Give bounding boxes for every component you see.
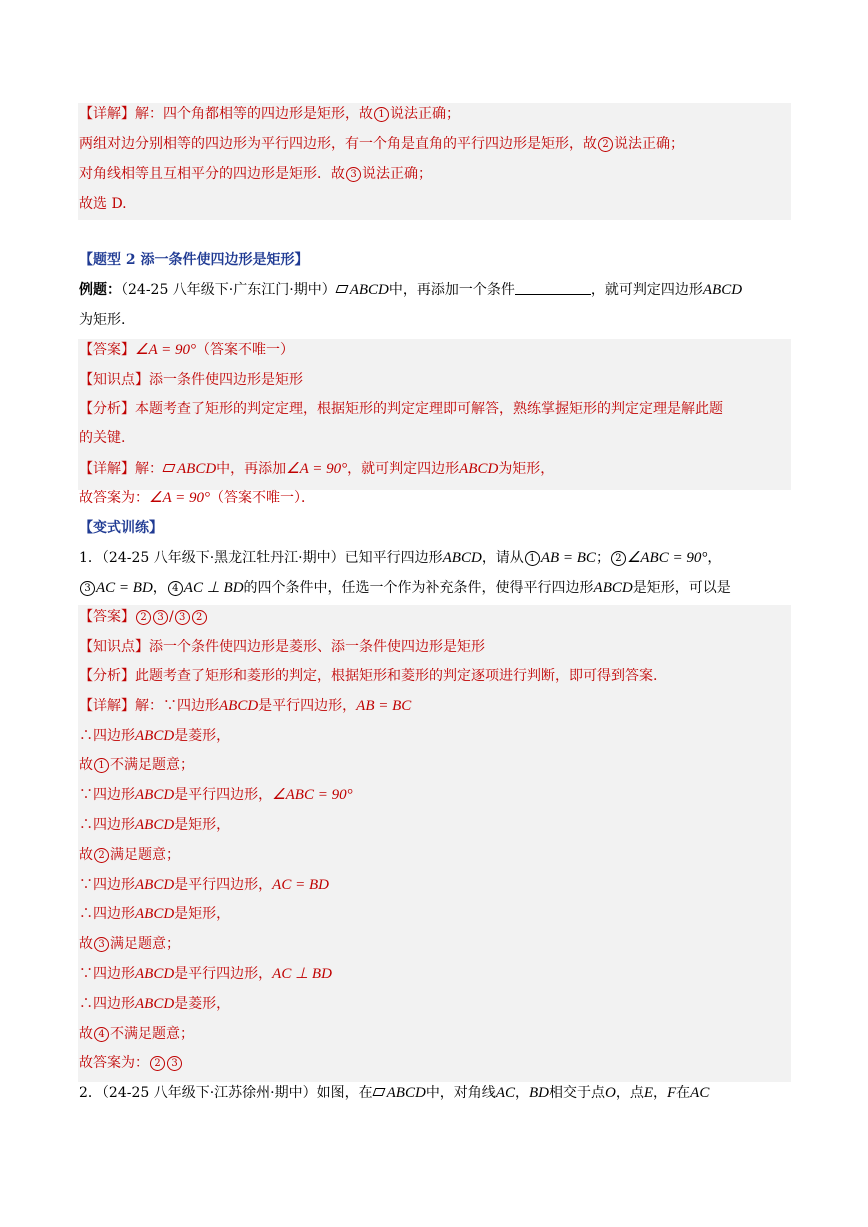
circled-number: 1 <box>374 107 389 122</box>
circled-number: 1 <box>94 758 109 773</box>
answer-tag: 【答案】 <box>79 609 135 625</box>
circled-number: 2 <box>192 610 207 625</box>
type2-heading: 【题型 2 添一条件使四边形是矩形】 <box>79 252 309 268</box>
math: ABCD <box>702 282 743 298</box>
text: 说法正确； <box>390 106 460 122</box>
parallelogram-icon <box>372 1088 385 1096</box>
question-2-line-1 <box>79 1084 709 1102</box>
math: ABCD <box>442 550 482 566</box>
text: ； <box>595 550 610 566</box>
parallelogram-icon <box>163 464 176 472</box>
text: ， <box>514 1085 529 1101</box>
circled-number: 3 <box>175 610 190 625</box>
analysis-tag: 【分析】 <box>79 401 135 417</box>
example-label: 例题： <box>79 282 121 298</box>
math: ∠ABC = 90° <box>272 787 353 803</box>
example-line-1 <box>79 281 742 299</box>
text: 的四个条件中，任选一个作为补充条件，使得平行四边形 <box>243 580 594 596</box>
source: （24-25 八年级下·广东江门·期中） <box>121 282 336 298</box>
text: ∴四边形 <box>79 996 135 1012</box>
source: （24-25 八年级下·黑龙江牡丹江·期中） <box>101 550 345 566</box>
math: ABCD <box>593 580 633 596</box>
q1-answer-line <box>79 608 208 626</box>
detail-line-1 <box>79 105 460 123</box>
q1-step-12 <box>79 1025 194 1043</box>
text: 本题考查了矩形的判定定理，根据矩形的判定定理即可解答，熟练掌握矩形的判定定理是解此题 <box>135 401 723 417</box>
text: ，就可判定四边形 <box>347 461 460 477</box>
circled-number: 2 <box>136 610 151 625</box>
circled-number: 3 <box>167 1056 182 1071</box>
text: ，就可判定四边形 <box>590 282 703 298</box>
circled-number: 2 <box>94 848 109 863</box>
text: 此题考查了矩形和菱形的判定，根据矩形和菱形的判定逐项进行判断，即可得到答案. <box>135 668 658 684</box>
text: 说法正确； <box>362 166 432 182</box>
text: 解： <box>135 461 163 477</box>
text: 是平行四边形， <box>258 698 357 714</box>
text: 如图，在 <box>316 1085 373 1101</box>
q1-step-5 <box>79 816 230 834</box>
q1-step-7 <box>79 876 329 894</box>
detail-line-2 <box>79 135 684 153</box>
math: AC = BD <box>272 877 329 893</box>
detail-tag: 【详解】 <box>79 461 135 477</box>
question-1-line-1 <box>79 549 721 567</box>
math: AB = BC <box>540 550 596 566</box>
math: ∠A = 90° <box>135 342 196 358</box>
answer-line <box>79 341 294 359</box>
detail-line-3 <box>79 165 432 183</box>
text: 中，再添加 <box>216 461 287 477</box>
final-answer-line <box>79 489 315 507</box>
math: AB = BC <box>356 698 412 714</box>
text: 是矩形， <box>174 817 231 833</box>
text: 故答案为： <box>79 490 149 506</box>
math: ABCD <box>135 996 175 1012</box>
math: ABCD <box>386 1085 426 1101</box>
text: 解：∵四边形 <box>135 698 219 714</box>
kp-tag: 【知识点】 <box>79 639 149 655</box>
math: ABCD <box>135 817 175 833</box>
text: 满足题意； <box>110 847 180 863</box>
analysis-tag: 【分析】 <box>79 668 135 684</box>
text: 为矩形， <box>498 461 555 477</box>
math: ∠A = 90° <box>149 490 210 506</box>
q1-step-6 <box>79 846 180 864</box>
math: ∠ABC = 90° <box>626 550 708 566</box>
text: 是平行四边形， <box>174 966 273 982</box>
math: ABCD <box>459 461 499 477</box>
text: 两组对边分别相等的四边形为平行四边形，有一个角是直角的平行四边形是矩形，故 <box>79 136 597 152</box>
text: 不满足题意； <box>110 1026 194 1042</box>
q1-step-8 <box>79 905 230 923</box>
math: F <box>667 1085 677 1101</box>
text: 故 <box>79 936 93 952</box>
math: AC ⊥ BD <box>183 580 244 596</box>
variant-heading: 【变式训练】 <box>79 520 163 536</box>
text: （答案不唯一） <box>195 342 294 358</box>
text: 是菱形， <box>174 728 231 744</box>
circled-number: 4 <box>168 581 183 596</box>
math: ABCD <box>135 787 175 803</box>
text: 是矩形， <box>174 906 231 922</box>
question-1-line-2 <box>79 579 731 597</box>
text: 不满足题意； <box>110 757 194 773</box>
circled-number: 3 <box>80 581 95 596</box>
text: 解：四个角都相等的四边形是矩形，故 <box>135 106 373 122</box>
circled-number: 3 <box>153 610 168 625</box>
math: ABCD <box>177 461 217 477</box>
circled-number: 3 <box>94 937 109 952</box>
question-number: 1． <box>79 550 102 566</box>
circled-number: 2 <box>598 137 613 152</box>
text: ， <box>152 580 167 596</box>
math: BD <box>528 1085 549 1101</box>
q1-knowledge-point-line <box>79 638 485 656</box>
q1-step-13 <box>79 1054 183 1072</box>
detail-tag: 【详解】 <box>79 106 135 122</box>
math: AC = BD <box>96 580 153 596</box>
math: ∠A = 90° <box>286 461 348 477</box>
text: 相交于点 <box>548 1085 605 1101</box>
math: ABCD <box>135 906 175 922</box>
math: ABCD <box>219 698 259 714</box>
q1-step-2 <box>79 727 230 745</box>
text: ∵四边形 <box>79 787 135 803</box>
math: AC <box>690 1085 710 1101</box>
text: 添一个条件使四边形是菱形、添一条件使四边形是矩形 <box>149 639 485 655</box>
text: 中，再添加一个条件 <box>388 282 515 298</box>
circled-number: 3 <box>346 167 361 182</box>
math: ABCD <box>349 282 389 298</box>
q1-step-3 <box>79 756 194 774</box>
text: 中，对角线 <box>425 1085 496 1101</box>
circled-number: 1 <box>525 551 540 566</box>
q1-analysis-line <box>79 667 657 685</box>
question-number: 2． <box>79 1085 102 1101</box>
q1-step-11 <box>79 995 230 1013</box>
q1-step-10 <box>79 965 332 983</box>
answer-blank <box>515 282 591 295</box>
text: 故 <box>79 1026 93 1042</box>
detail-line-4: 故选 D. <box>79 196 127 212</box>
text: 故答案为： <box>79 1055 149 1071</box>
text: ∴四边形 <box>79 817 135 833</box>
circled-number: 4 <box>94 1027 109 1042</box>
text: 是矩形，可以是 <box>632 580 731 596</box>
text: 故 <box>79 847 93 863</box>
circled-number: 2 <box>611 551 626 566</box>
text: ，点 <box>615 1085 644 1101</box>
q1-step-4 <box>79 786 353 804</box>
math: ABCD <box>135 728 175 744</box>
text: 添一条件使四边形是矩形 <box>149 372 303 388</box>
q1-step-1 <box>79 697 411 715</box>
example-line-2: 为矩形. <box>79 312 126 328</box>
text: ∴四边形 <box>79 906 135 922</box>
text: ∴四边形 <box>79 728 135 744</box>
source: （24-25 八年级下·江苏徐州·期中） <box>101 1085 317 1101</box>
text: 对角线相等且互相平分的四边形是矩形．故 <box>79 166 345 182</box>
text: 是菱形， <box>174 996 231 1012</box>
text: 满足题意； <box>110 936 180 952</box>
text: 是平行四边形， <box>174 787 273 803</box>
math: ABCD <box>135 877 175 893</box>
q1-step-9 <box>79 935 180 953</box>
text: ∵四边形 <box>79 966 135 982</box>
math: AC ⊥ BD <box>272 966 332 982</box>
analysis-line-1 <box>79 400 723 418</box>
knowledge-point-line <box>79 371 303 389</box>
parallelogram-icon <box>335 285 348 293</box>
text: 是平行四边形， <box>174 877 273 893</box>
detail-line <box>79 460 554 478</box>
text: ∵四边形 <box>79 877 135 893</box>
text: / <box>169 609 174 625</box>
circled-number: 2 <box>150 1056 165 1071</box>
text: （答案不唯一）． <box>209 490 315 506</box>
kp-tag: 【知识点】 <box>79 372 149 388</box>
answer-tag: 【答案】 <box>79 342 135 358</box>
text: 已知平行四边形 <box>344 550 443 566</box>
math: AC <box>495 1085 515 1101</box>
math: ABCD <box>135 966 175 982</box>
detail-tag: 【详解】 <box>79 698 135 714</box>
analysis-line-2: 的关键. <box>79 430 126 446</box>
text: ， <box>707 550 722 566</box>
text: ，请从 <box>481 550 524 566</box>
math: E <box>643 1085 653 1101</box>
text: 故 <box>79 757 93 773</box>
text: 在 <box>676 1085 691 1101</box>
math: O <box>604 1085 616 1101</box>
text: ， <box>653 1085 667 1101</box>
text: 说法正确； <box>614 136 684 152</box>
